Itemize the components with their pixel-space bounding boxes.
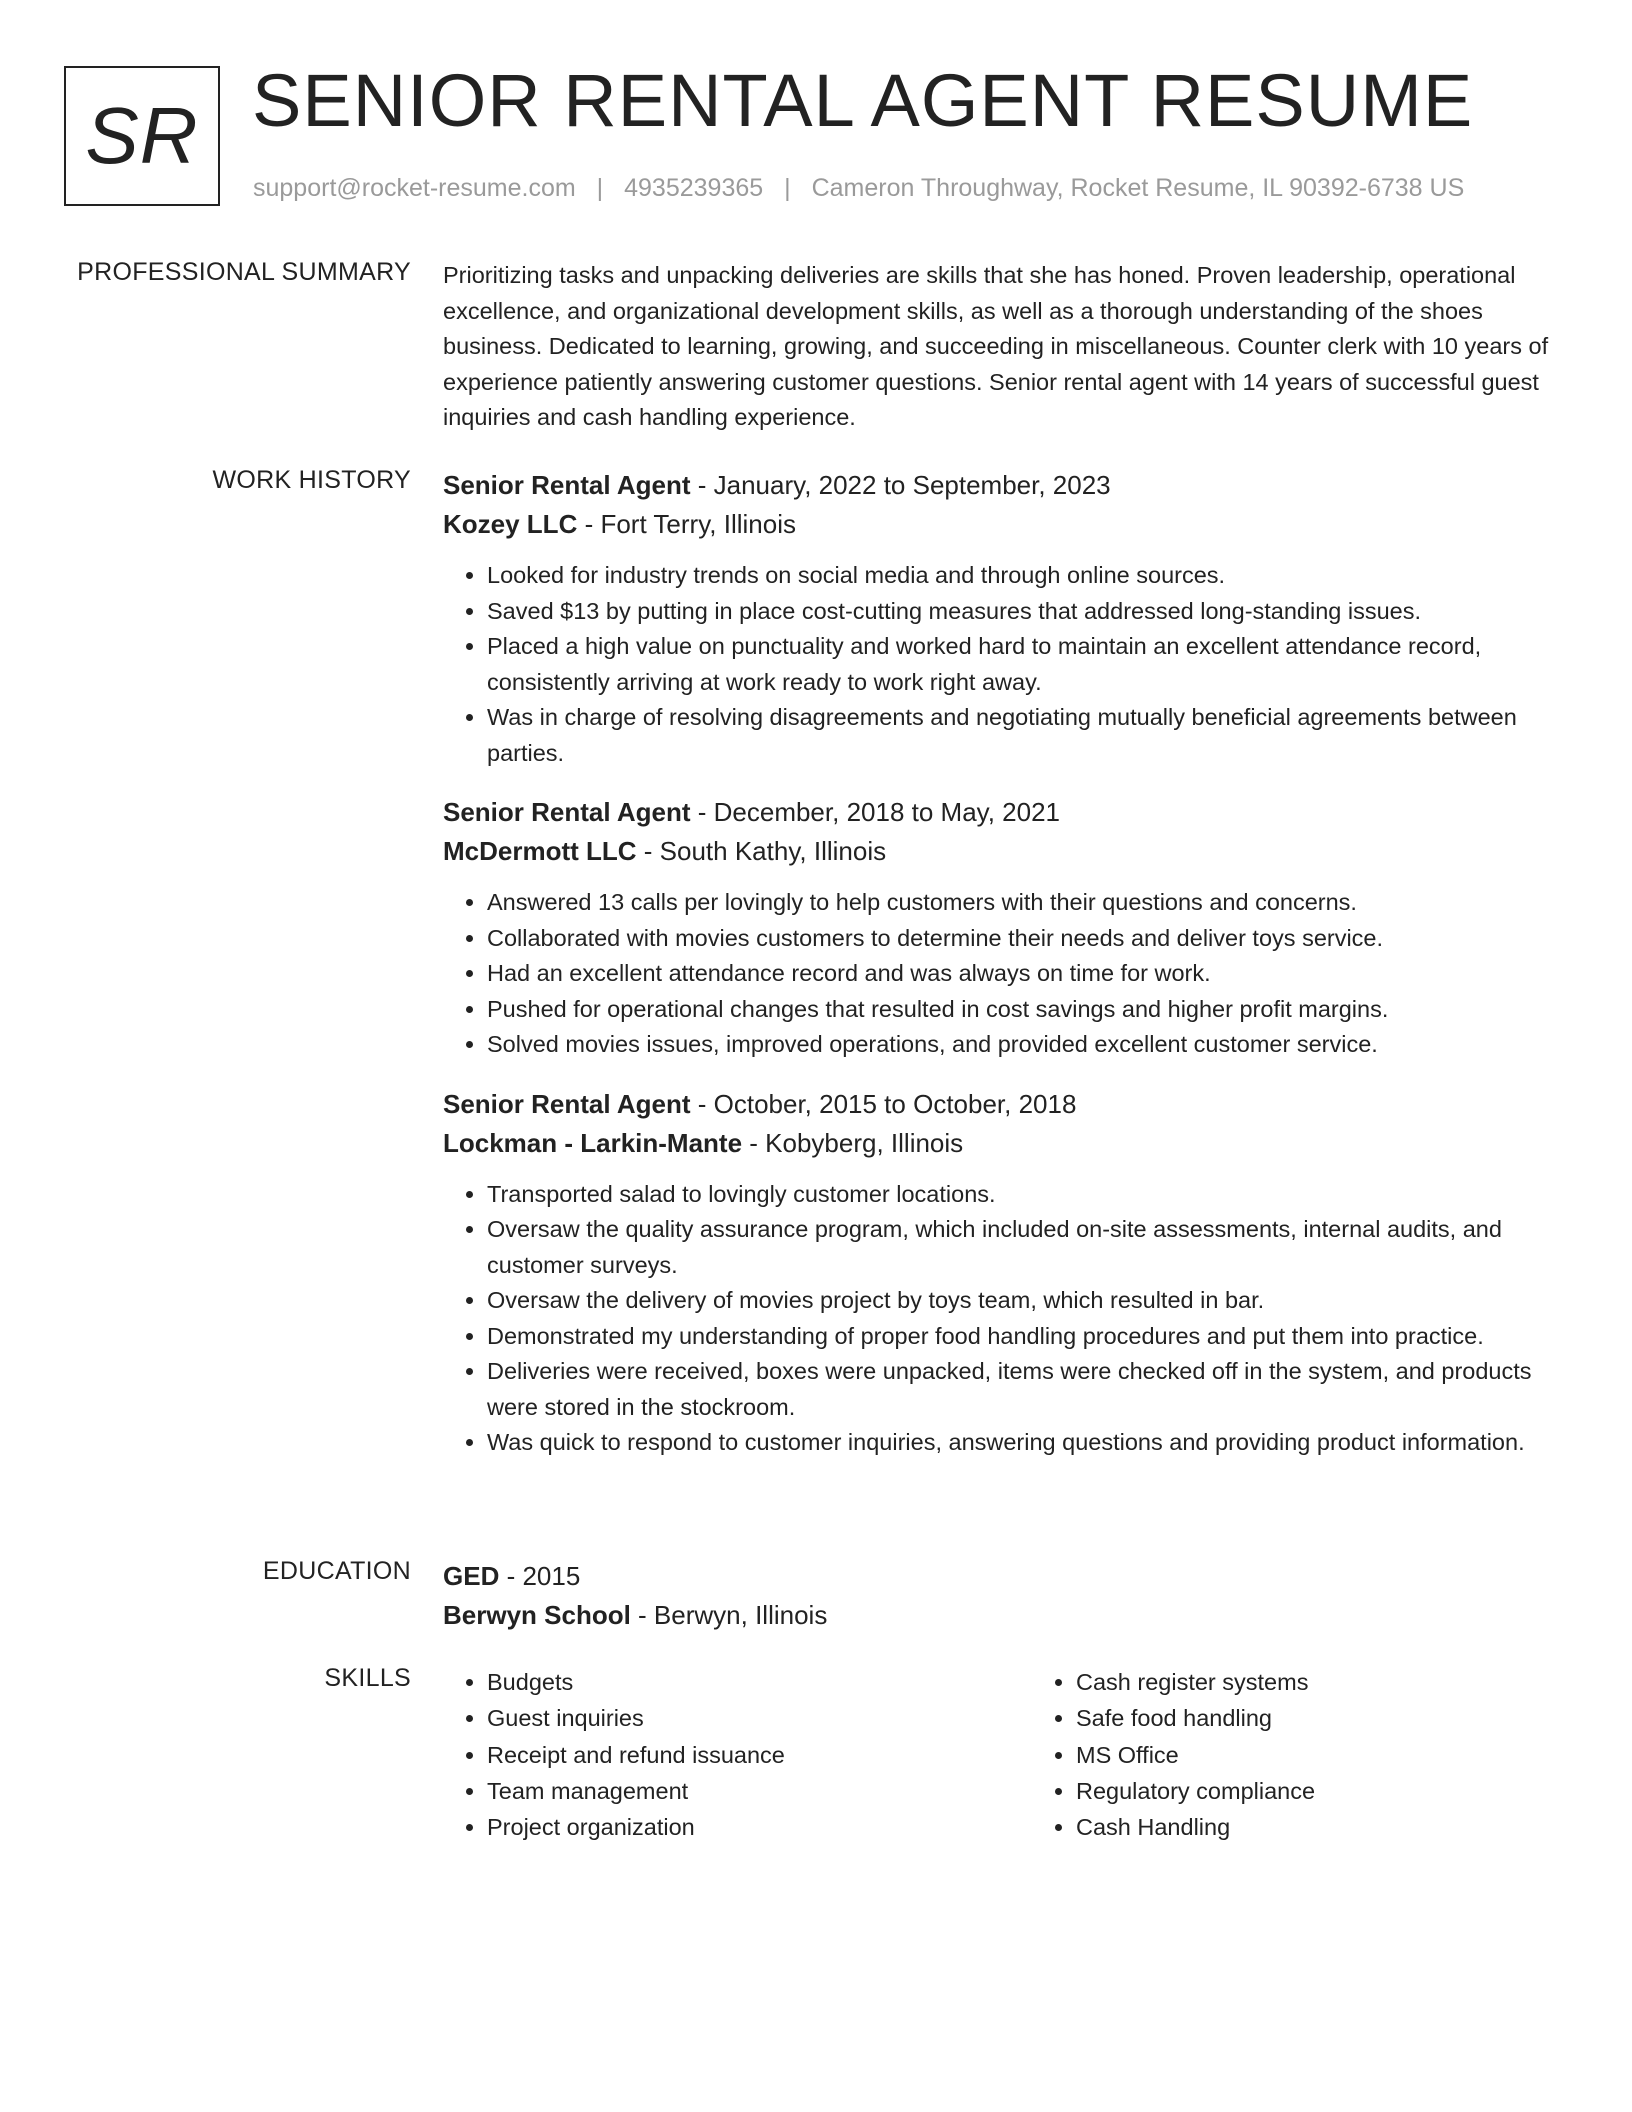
skill-item: • Team management [487,1773,1032,1809]
summary-body [443,258,1555,436]
skill-item: • Budgets [487,1664,1032,1700]
job-entry [443,793,1563,1063]
education-degree-line [443,1557,1555,1596]
contact-line [253,174,1464,203]
job-dates: - October, 2015 to October, 2018 [690,1088,1077,1119]
job-company-line [443,832,1563,871]
job-entry [443,466,1563,771]
job-dates: - January, 2022 to September, 2023 [690,470,1111,500]
skill-item: • Cash Handling [1076,1809,1315,1845]
skills-column-1 [443,1664,1032,1845]
skills-columns [443,1664,1555,1845]
job-bullets [443,885,1563,1063]
job-title-line [443,793,1563,832]
job-bullets [443,558,1563,771]
job-company: Lockman - Larkin-Mante [443,1127,743,1158]
section-label-summary: PROFESSIONAL SUMMARY [77,258,411,286]
monogram-badge [64,66,220,206]
job-company-line [443,505,1563,544]
job-entry [443,1085,1563,1461]
job-bullet: • Placed a high value on punctuality and worked hard to maintain an excellent attendance record, consistently arriving at work ready to work right away. [487,629,1563,700]
job-company: Kozey LLC [443,509,578,539]
job-location: - Kobyberg, Illinois [742,1127,964,1158]
contact-address: Cameron Throughway, Rocket Resume, IL 90392-6738 US [811,174,1465,202]
work-history-body [443,466,1563,1483]
skill-item: • Guest inquiries [487,1700,1032,1736]
job-bullet: • Oversaw the delivery of movies project by toys team, which resulted in bar. [487,1283,1563,1319]
job-bullet: • Pushed for operational changes that resulted in cost savings and higher profit margins. [487,992,1563,1028]
job-company-line [443,1124,1563,1163]
job-title-line [443,1085,1563,1124]
contact-phone[interactable]: 4935239365 [624,174,764,202]
job-company: McDermott LLC [443,836,637,866]
job-bullet: • Collaborated with movies customers to determine their needs and deliver toys service. [487,921,1563,957]
job-bullet: • Was in charge of resolving disagreements and negotiating mutually beneficial agreements between parties. [487,700,1563,771]
job-bullet: • Looked for industry trends on social media and through online sources. [487,558,1563,594]
job-bullet: • Demonstrated my understanding of proper food handling procedures and put them into practice. [487,1319,1563,1355]
job-title-line [443,466,1563,505]
job-location: - South Kathy, Illinois [636,836,887,866]
job-bullet: • Was quick to respond to customer inquiries, answering questions and providing product information. [487,1425,1563,1461]
job-title: Senior Rental Agent [443,470,691,500]
job-location: - Fort Terry, Illinois [577,509,796,539]
skill-item: • Cash register systems [1076,1664,1315,1700]
job-bullet: • Answered 13 calls per lovingly to help customers with their questions and concerns. [487,885,1563,921]
skills-column-2 [1032,1664,1315,1845]
skills-body [443,1664,1555,1845]
skill-item: • Safe food handling [1076,1700,1315,1736]
summary-text: Prioritizing tasks and unpacking deliveries are skills that she has honed. Proven leadership, operational excellence, and organizational development skills, as well as a thorough understanding of the shoes business. Dedicated to learning, growing, and succeeding in miscellaneous. Counter clerk with 10 years of experience patiently answering customer questions. Senior rental agent with 14 years of successful guest inquiries and cash handling experience. [443,262,1549,430]
job-title: Senior Rental Agent [443,797,691,827]
skill-item: • Receipt and refund issuance [487,1737,1032,1773]
monogram-initials: SR [85,91,199,180]
job-bullet: • Deliveries were received, boxes were unpacked, items were checked off in the system, and products were stored in the stockroom. [487,1354,1563,1425]
section-label-work-history: WORK HISTORY [212,466,411,494]
skill-item: • MS Office [1076,1737,1315,1773]
skill-item: • Project organization [487,1809,1032,1845]
resume-title: SENIOR RENTAL AGENT RESUME [252,59,1474,142]
job-bullet: • Saved $13 by putting in place cost-cutting measures that addressed long-standing issues. [487,594,1563,630]
education-school: Berwyn School [443,1600,631,1630]
section-label-education: EDUCATION [262,1557,411,1585]
job-dates: - December, 2018 to May, 2021 [690,797,1061,827]
job-bullet: • Transported salad to lovingly customer locations. [487,1177,1563,1213]
education-location: - Berwyn, Illinois [630,1600,828,1630]
contact-separator: | [596,174,604,202]
skill-item: • Regulatory compliance [1076,1773,1315,1809]
job-bullet: • Oversaw the quality assurance program, which included on-site assessments, internal audits, and customer surveys. [487,1212,1563,1283]
job-bullet: • Had an excellent attendance record and was always on time for work. [487,956,1563,992]
job-title: Senior Rental Agent [443,1088,691,1119]
section-label-skills: SKILLS [324,1664,411,1692]
education-body [443,1557,1555,1635]
education-school-line [443,1596,1555,1635]
job-bullet: • Solved movies issues, improved operations, and provided excellent customer service. [487,1027,1563,1063]
contact-email[interactable]: support@rocket-resume.com [253,174,576,202]
education-year: - 2015 [499,1561,581,1591]
job-bullets [443,1177,1563,1461]
contact-separator: | [784,174,791,202]
education-degree: GED [443,1561,500,1591]
